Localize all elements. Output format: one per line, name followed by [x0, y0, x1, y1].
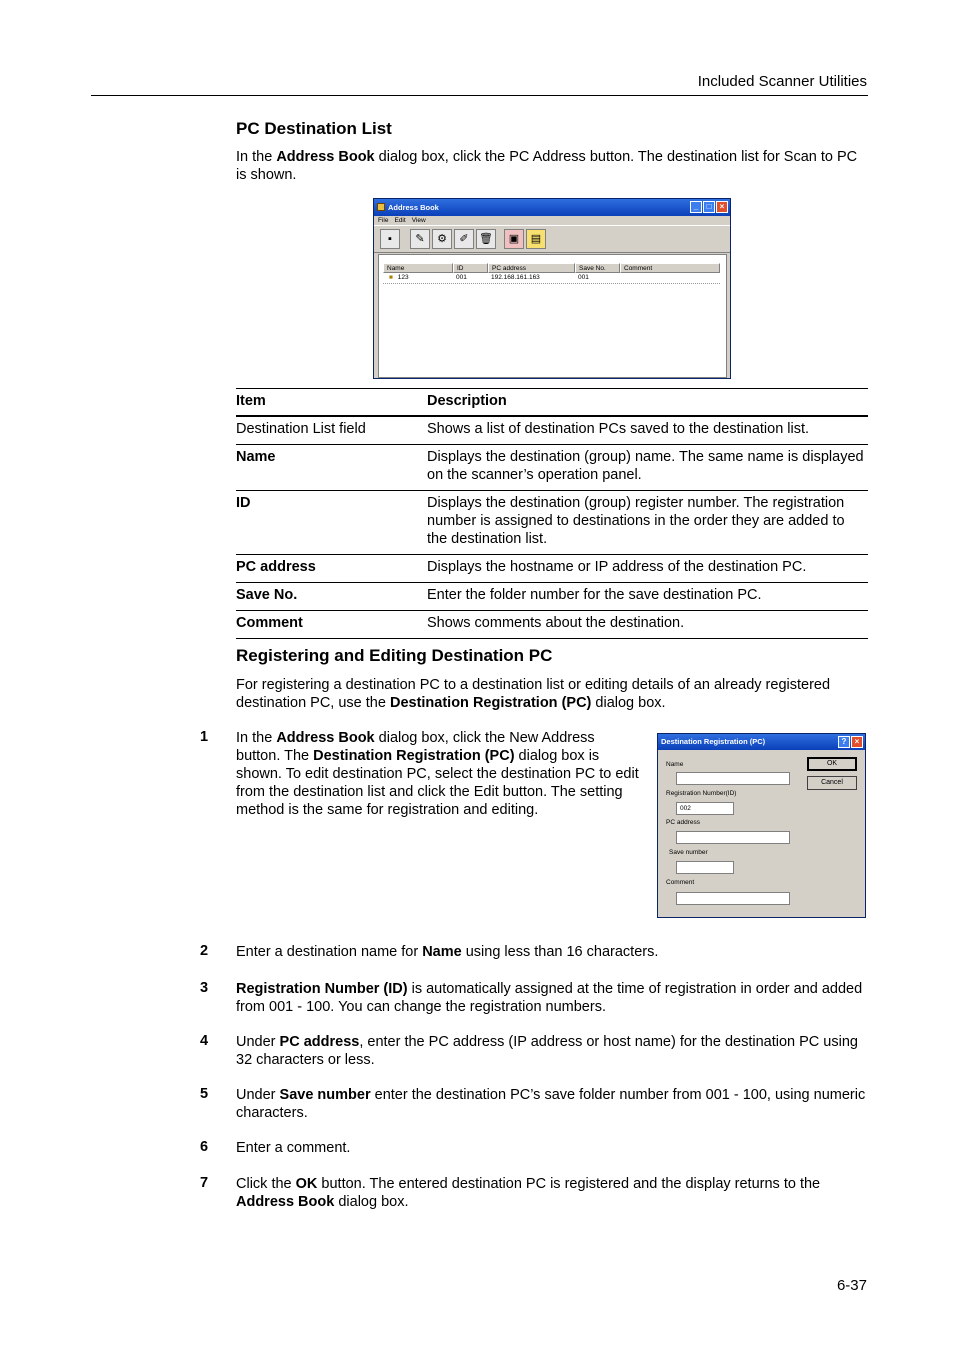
dialog-title: Destination Registration (PC) — [661, 737, 766, 746]
comment-label: Comment — [666, 879, 695, 886]
table-header-item: Item — [236, 389, 427, 417]
ok-button[interactable]: OK — [807, 757, 857, 771]
destination-list[interactable] — [378, 254, 727, 378]
step-number: 5 — [200, 1086, 209, 1102]
item-description-table — [236, 388, 868, 639]
step-7-text: Click the OK button. The entered destination PC is registered and the display returns to the Address Book dialog box. — [236, 1176, 821, 1210]
col-pc-address[interactable]: PC address — [488, 263, 575, 273]
col-save-no[interactable]: Save No. — [575, 263, 620, 273]
table-header-description: Description — [427, 389, 868, 417]
step-number: 4 — [200, 1033, 209, 1049]
step-number: 3 — [200, 980, 209, 996]
step-number: 6 — [200, 1139, 209, 1155]
step-2-text: Enter a destination name for Name using less than 16 characters. — [236, 944, 659, 960]
step-number: 2 — [200, 943, 209, 959]
close-icon[interactable]: × — [851, 736, 863, 748]
address-book-title: Address Book — [388, 203, 439, 212]
address-book-titlebar — [374, 199, 730, 216]
page-number: 6-37 — [836, 1277, 867, 1294]
table-row: ID Displays the destination (group) register number. The registration number is assigned to destinations in the order they are added to the destination list. — [236, 491, 868, 555]
address-book-window — [373, 198, 731, 379]
table-row: Destination List field Shows a list of destination PCs saved to the destination list. — [236, 416, 868, 445]
minimize-icon[interactable]: _ — [690, 201, 702, 213]
step-1-text: In the Address Book dialog box, click the New Address button. The Destination Registration (PC) dialog box is shown. To edit destination PC, select the destination PC to edit from the destination list and click the Edit button. The setting method is the same for registration and editing. — [236, 730, 639, 818]
new-address-icon[interactable]: ✎ — [410, 229, 430, 249]
name-field[interactable] — [676, 772, 790, 785]
table-row: PC address Displays the hostname or IP address of the destination PC. — [236, 555, 868, 583]
step-5-text: Under Save number enter the destination PC’s save folder number from 001 - 100, using numeric characters. — [236, 1087, 866, 1121]
edit-icon[interactable]: ✐ — [454, 229, 474, 249]
close-icon[interactable]: × — [716, 201, 728, 213]
menu-edit[interactable]: Edit — [394, 217, 406, 224]
step-3-text: Registration Number (ID) is automatically assigned at the time of registration in order and added from 001 - 100. You can change the registration numbers. — [236, 981, 863, 1015]
header-rule — [91, 95, 868, 96]
col-comment[interactable]: Comment — [620, 263, 720, 273]
running-header: Included Scanner Utilities — [697, 73, 867, 90]
save-number-label: Save number — [669, 849, 708, 856]
menu-view[interactable]: View — [411, 217, 426, 224]
app-icon — [377, 203, 385, 211]
step-4-text: Under PC address, enter the PC address (IP address or host name) for the destination PC using 32 characters or less. — [236, 1034, 858, 1068]
table-row: Comment Shows comments about the destination. — [236, 611, 868, 639]
name-label: Name — [666, 761, 684, 768]
folder-icon: ■ — [389, 274, 393, 281]
toolbar — [374, 225, 730, 253]
pc-address-icon[interactable]: ▣ — [504, 229, 524, 249]
dialog-titlebar — [658, 734, 865, 750]
section1-intro: In the Address Book dialog box, click the PC Address button. The destination list for Scan to PC is shown. — [236, 149, 858, 183]
maximize-icon[interactable]: □ — [703, 201, 715, 213]
new-group-icon[interactable]: ⚙ — [432, 229, 452, 249]
email-address-icon[interactable]: ▤ — [526, 229, 546, 249]
table-row: Save No. Enter the folder number for the save destination PC. — [236, 583, 868, 611]
step-number: 7 — [200, 1175, 209, 1191]
section-heading-pc-destination-list: PC Destination List — [236, 119, 392, 138]
pc-address-label: PC address — [666, 819, 700, 826]
menu-bar — [374, 216, 730, 225]
menu-file[interactable]: File — [378, 217, 389, 224]
pc-address-field[interactable] — [676, 831, 790, 844]
destination-registration-dialog — [657, 733, 866, 918]
table-row: Name Displays the destination (group) name. The same name is displayed on the scanner’s operation panel. — [236, 445, 868, 491]
step-6-text: Enter a comment. — [236, 1140, 351, 1156]
step-number: 1 — [200, 729, 209, 745]
section2-intro: For registering a destination PC to a destination list or editing details of an already registered destination PC, use the Destination Registration (PC) dialog box. — [236, 677, 831, 711]
save-number-field[interactable] — [676, 861, 734, 874]
delete-icon[interactable]: 🗑 — [476, 229, 496, 249]
comment-field[interactable] — [676, 892, 790, 905]
registration-number-field[interactable]: 002 — [676, 802, 734, 815]
list-header — [383, 263, 720, 273]
section-heading-registering: Registering and Editing Destination PC — [236, 646, 553, 665]
list-item[interactable]: ■ 123 001 192.168.161.163 001 — [383, 273, 720, 284]
col-name[interactable]: Name — [383, 263, 453, 273]
cancel-button[interactable]: Cancel — [807, 776, 857, 790]
help-icon[interactable]: ? — [838, 736, 850, 748]
col-id[interactable]: ID — [453, 263, 488, 273]
registration-number-label: Registration Number(ID) — [666, 790, 737, 797]
save-icon[interactable]: ▪ — [380, 229, 400, 249]
